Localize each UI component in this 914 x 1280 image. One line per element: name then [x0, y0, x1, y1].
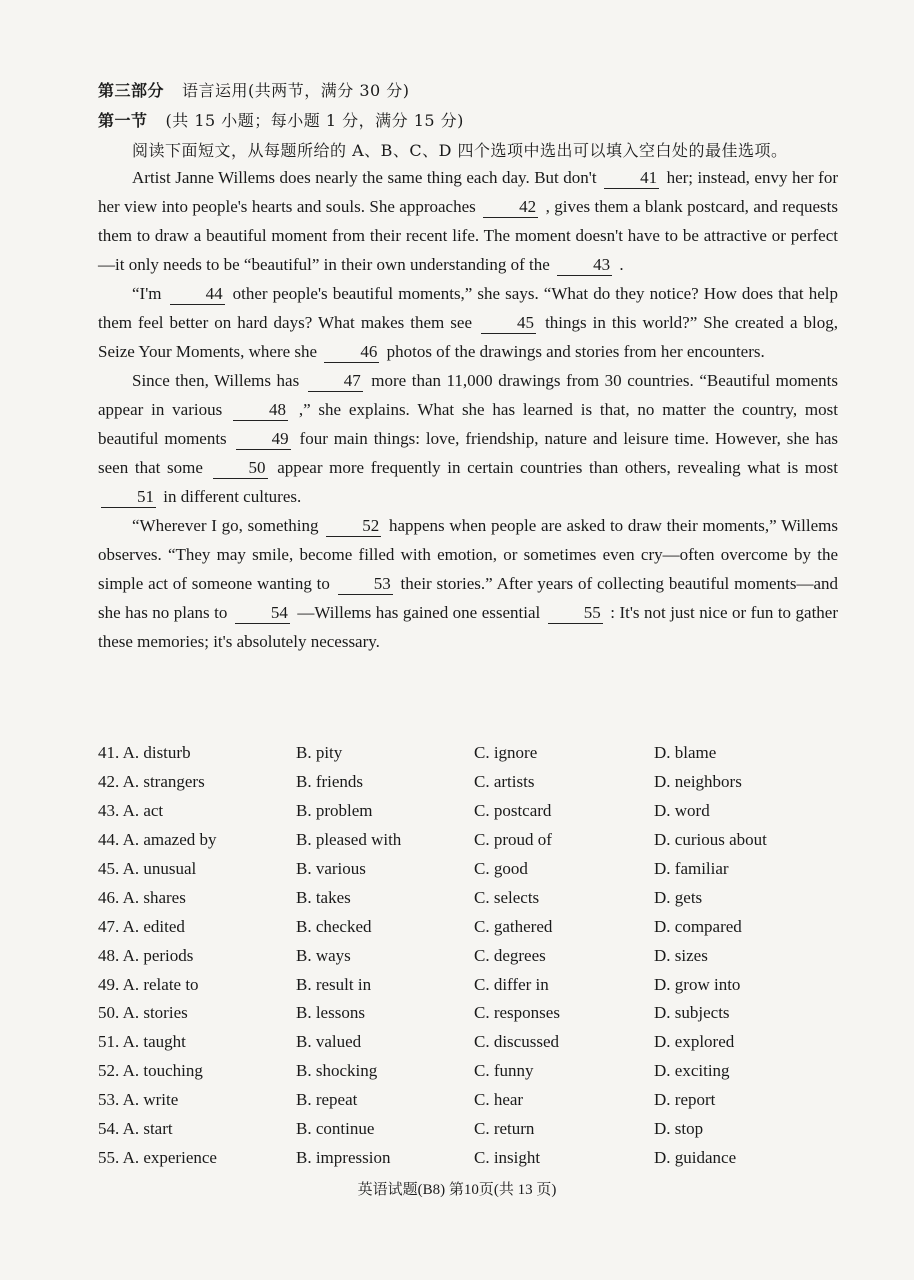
- option-c: C. differ in: [474, 974, 549, 994]
- option-c: C. degrees: [474, 945, 546, 965]
- question-number: 53.: [98, 1090, 123, 1110]
- section-subtitle: (共 15 小题；每小题 1 分，满分 15 分): [165, 111, 464, 130]
- option-a-text: A. periods: [122, 945, 194, 965]
- question-number: 48.: [98, 945, 123, 965]
- passage-paragraph: [98, 163, 838, 279]
- passage-text: four main things: love, friendship, nature and leisure time. However, she has seen that some: [98, 429, 838, 477]
- option-a: [98, 946, 296, 966]
- blank-44: 44: [170, 284, 225, 305]
- option-row: [98, 883, 858, 912]
- option-row: [98, 855, 858, 884]
- passage-text: ,” she explains. What she has learned is that, no matter the country, most beautiful moments: [98, 400, 838, 448]
- option-b: B. pleased with: [296, 830, 402, 850]
- blank-46: 46: [324, 342, 379, 363]
- option-b: B. valued: [296, 1032, 362, 1052]
- option-a: [98, 888, 296, 908]
- passage-paragraph: [98, 366, 838, 511]
- option-row: [98, 739, 858, 768]
- option-c: C. gathered: [474, 916, 553, 936]
- blank-51: 51: [101, 487, 156, 508]
- question-number: 55.: [98, 1147, 123, 1167]
- question-number: 46.: [98, 887, 123, 907]
- option-d: D. report: [654, 1090, 716, 1110]
- option-d: D. curious about: [654, 830, 767, 850]
- option-row: [98, 797, 858, 826]
- passage-text: Artist Janne Willems does nearly the same thing each day. But don't: [132, 168, 602, 187]
- question-number: 51.: [98, 1032, 123, 1052]
- passage-text: , gives them a blank postcard, and requests them to draw a beautiful moment from their recent life. The moment doesn't have to be attractive or perfect—it only needs to be “beautiful” in their own understanding of the: [98, 197, 838, 274]
- option-b: B. shocking: [296, 1061, 378, 1081]
- passage-paragraph: [98, 279, 838, 366]
- question-number: 43.: [98, 801, 123, 821]
- option-a: [98, 801, 296, 821]
- part-subtitle: 语言运用(共两节，满分 30 分): [182, 81, 410, 100]
- option-d: D. neighbors: [654, 772, 742, 792]
- option-row: [98, 912, 858, 941]
- option-a-text: A. taught: [122, 1032, 186, 1052]
- option-a-text: A. start: [122, 1119, 173, 1139]
- option-row: [98, 1028, 858, 1057]
- option-a-text: A. edited: [122, 916, 185, 936]
- option-a-text: A. relate to: [122, 974, 199, 994]
- option-d: D. blame: [654, 743, 717, 763]
- question-number: 52.: [98, 1061, 123, 1081]
- option-c: C. hear: [474, 1090, 524, 1110]
- passage-text: in different cultures.: [159, 487, 302, 506]
- option-row: [98, 941, 858, 970]
- instruction: 阅读下面短文，从每题所给的 A、B、C、D 四个选项中选出可以填入空白处的最佳选项。: [132, 141, 788, 160]
- option-c: C. responses: [474, 1003, 560, 1023]
- blank-50: 50: [213, 458, 268, 479]
- option-b: B. checked: [296, 916, 372, 936]
- option-d: D. gets: [654, 887, 703, 907]
- option-a: [98, 975, 296, 995]
- blank-41: 41: [604, 168, 659, 189]
- passage-text: : It's not just nice or fun to gather these memories; it's absolutely necessary.: [98, 603, 839, 651]
- option-d: D. exciting: [654, 1061, 730, 1081]
- option-b: B. result in: [296, 974, 372, 994]
- option-row: [98, 1057, 858, 1086]
- passage-text: Since then, Willems has: [132, 371, 305, 390]
- option-c: C. proud of: [474, 830, 552, 850]
- option-a-text: A. act: [122, 801, 164, 821]
- passage-text: photos of the drawings and stories from her encounters.: [382, 342, 765, 361]
- option-a-text: A. amazed by: [122, 830, 217, 850]
- option-a: [98, 1003, 296, 1023]
- passage-paragraph: [98, 511, 838, 656]
- cloze-passage: [98, 163, 838, 656]
- part-title: 第三部分: [98, 81, 165, 100]
- blank-55: 55: [548, 603, 603, 624]
- blank-45: 45: [481, 313, 536, 334]
- option-a-text: A. stories: [122, 1003, 188, 1023]
- option-b: B. takes: [296, 887, 351, 907]
- passage-text: —Willems has gained one essential: [292, 603, 545, 622]
- blank-49: 49: [236, 429, 291, 450]
- option-a-text: A. disturb: [122, 743, 191, 763]
- option-c: C. funny: [474, 1061, 534, 1081]
- option-row: [98, 970, 858, 999]
- option-d: D. subjects: [654, 1003, 730, 1023]
- option-row: [98, 1086, 858, 1115]
- option-row: [98, 1115, 858, 1144]
- option-a: [98, 1148, 296, 1168]
- option-a-text: A. shares: [122, 887, 186, 907]
- passage-text: appear more frequently in certain countries than others, revealing what is most: [270, 458, 838, 477]
- blank-48: 48: [233, 400, 288, 421]
- passage-text: her; instead, envy her for her view into people's hearts and souls. She approaches: [98, 168, 838, 216]
- option-row: [98, 826, 858, 855]
- option-a: [98, 1090, 296, 1110]
- question-number: 54.: [98, 1119, 123, 1139]
- option-b: B. continue: [296, 1119, 375, 1139]
- option-a-text: A. experience: [122, 1147, 217, 1167]
- option-c: C. postcard: [474, 801, 552, 821]
- option-a: [98, 1119, 296, 1139]
- passage-text: other people's beautiful moments,” she says. “What do they notice? How does that help them feel better on hard days? What makes them see: [98, 284, 839, 332]
- passage-text: more than 11,000 drawings from 30 countries. “Beautiful moments appear in various: [98, 371, 838, 419]
- page-footer: 英语试题(B8) 第10页(共 13 页): [357, 1182, 557, 1198]
- option-d: D. grow into: [654, 974, 741, 994]
- question-number: 49.: [98, 974, 123, 994]
- part-heading: [98, 78, 410, 101]
- passage-text: happens when people are asked to draw their moments,” Willems observes. “They may smile, become filled with emotion, or sometimes even cry—often overcome by the simple act of someone wanting to: [98, 516, 838, 593]
- passage-text: “I'm: [132, 284, 167, 303]
- blank-43: 43: [557, 255, 612, 276]
- option-a: [98, 1061, 296, 1081]
- option-d: D. explored: [654, 1032, 735, 1052]
- passage-text: .: [615, 255, 624, 274]
- blank-52: 52: [326, 516, 381, 537]
- option-c: C. ignore: [474, 743, 538, 763]
- option-b: B. problem: [296, 801, 373, 821]
- option-a: [98, 830, 296, 850]
- option-c: C. selects: [474, 887, 540, 907]
- passage-text: “Wherever I go, something: [132, 516, 324, 535]
- passage-text: things in this world?” She created a blog, Seize Your Moments, where she: [98, 313, 838, 361]
- option-c: C. insight: [474, 1147, 541, 1167]
- option-a: [98, 1032, 296, 1052]
- blank-47: 47: [308, 371, 363, 392]
- question-number: 50.: [98, 1003, 123, 1023]
- option-row: [98, 999, 858, 1028]
- option-d: D. sizes: [654, 945, 708, 965]
- question-number: 47.: [98, 916, 123, 936]
- passage-text: their stories.” After years of collecting beautiful moments—and she has no plans to: [98, 574, 838, 622]
- option-b: B. friends: [296, 772, 364, 792]
- option-a: [98, 743, 296, 763]
- option-b: B. ways: [296, 945, 351, 965]
- option-row: [98, 1143, 858, 1172]
- option-b: B. various: [296, 859, 366, 878]
- option-b: B. lessons: [296, 1003, 365, 1023]
- option-b: B. repeat: [296, 1090, 358, 1110]
- option-row: [98, 768, 858, 797]
- blank-42: 42: [483, 197, 538, 218]
- option-a: [98, 859, 296, 879]
- option-a: [98, 917, 296, 937]
- question-number: 44.: [98, 830, 123, 850]
- option-d: D. familiar: [654, 859, 729, 878]
- option-d: D. compared: [654, 916, 742, 936]
- option-c: C. good: [474, 859, 528, 878]
- option-c: C. return: [474, 1119, 535, 1139]
- blank-54: 54: [235, 603, 290, 624]
- option-a: [98, 772, 296, 792]
- option-c: C. artists: [474, 772, 535, 792]
- option-c: C. discussed: [474, 1032, 559, 1052]
- section-title: 第一节: [98, 111, 148, 130]
- question-number: 42.: [98, 772, 123, 792]
- option-d: D. guidance: [654, 1147, 737, 1167]
- option-b: B. impression: [296, 1147, 391, 1167]
- option-b: B. pity: [296, 743, 343, 763]
- option-a-text: A. write: [122, 1090, 179, 1110]
- blank-53: 53: [338, 574, 393, 595]
- option-a-text: A. strangers: [122, 772, 205, 792]
- option-a-text: A. unusual: [122, 859, 197, 878]
- options-list: [98, 739, 858, 1172]
- option-a-text: A. touching: [122, 1061, 203, 1081]
- option-d: D. stop: [654, 1119, 704, 1139]
- question-number: 45.: [98, 859, 123, 878]
- section-heading: [98, 108, 464, 131]
- question-number: 41.: [98, 743, 123, 763]
- option-d: D. word: [654, 801, 710, 821]
